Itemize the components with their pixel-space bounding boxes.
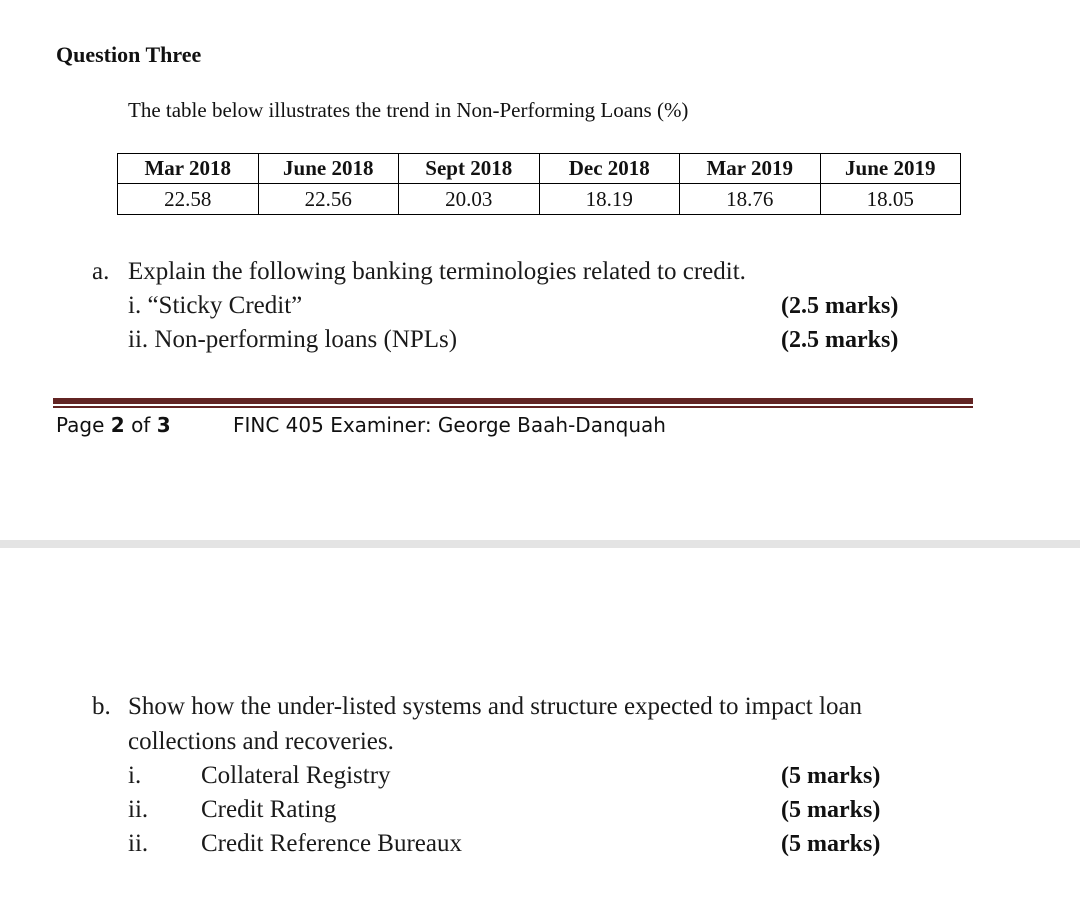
header-cell: Dec 2018 xyxy=(539,154,680,184)
table-intro: The table below illustrates the trend in Non-Performing Loans (%) xyxy=(128,98,689,122)
part-b-item-marks: (5 marks) xyxy=(781,797,881,823)
question-title: Question Three xyxy=(56,42,202,67)
part-b-item-marks: (5 marks) xyxy=(781,763,881,789)
page-word: Page xyxy=(56,413,105,437)
part-a-text: Explain the following banking terminologies related to credit. xyxy=(128,258,746,285)
part-b-letter: b. xyxy=(92,693,111,720)
value-cell: 18.05 xyxy=(820,184,961,215)
course-examiner: FINC 405 Examiner: George Baah-Danquah xyxy=(232,413,666,437)
page-number: 2 xyxy=(110,413,125,437)
part-b-item-label: Collateral Registry xyxy=(201,762,391,789)
part-b-item-label: Credit Reference Bureaux xyxy=(201,830,462,857)
table-row xyxy=(118,184,961,215)
part-a-item-label: i. “Sticky Credit” xyxy=(128,292,303,319)
part-b-numeral: ii. xyxy=(128,796,149,823)
part-a-item-label: ii. Non-performing loans (NPLs) xyxy=(128,326,458,353)
table-header-row xyxy=(118,154,961,184)
header-cell: June 2018 xyxy=(258,154,399,184)
part-b-item-marks: (5 marks) xyxy=(781,831,881,857)
of-word: of xyxy=(131,413,151,437)
header-cell: Sept 2018 xyxy=(399,154,540,184)
footer-rule xyxy=(53,398,973,404)
header-cell: June 2019 xyxy=(820,154,961,184)
value-cell: 22.58 xyxy=(118,184,259,215)
part-a-letter: a. xyxy=(92,258,110,285)
part-b-text-line2: collections and recoveries. xyxy=(128,728,394,755)
part-a-item-marks: (2.5 marks) xyxy=(781,327,899,353)
part-b-text-line1: Show how the under-listed systems and structure expected to impact loan xyxy=(128,693,863,720)
header-cell: Mar 2019 xyxy=(680,154,821,184)
part-b-item-label: Credit Rating xyxy=(201,796,337,823)
value-cell: 20.03 xyxy=(399,184,540,215)
part-b-numeral: ii. xyxy=(128,830,149,857)
header-cell: Mar 2018 xyxy=(118,154,259,184)
value-cell: 18.19 xyxy=(539,184,680,215)
value-cell: 22.56 xyxy=(258,184,399,215)
footer-rule-thin xyxy=(53,406,973,408)
part-b-numeral: i. xyxy=(128,762,142,789)
page-total: 3 xyxy=(156,413,171,437)
npl-trend-table xyxy=(117,153,961,215)
page-footer xyxy=(56,413,666,437)
value-cell: 18.76 xyxy=(680,184,821,215)
part-a-item-marks: (2.5 marks) xyxy=(781,293,899,319)
page-separator xyxy=(0,540,1080,548)
